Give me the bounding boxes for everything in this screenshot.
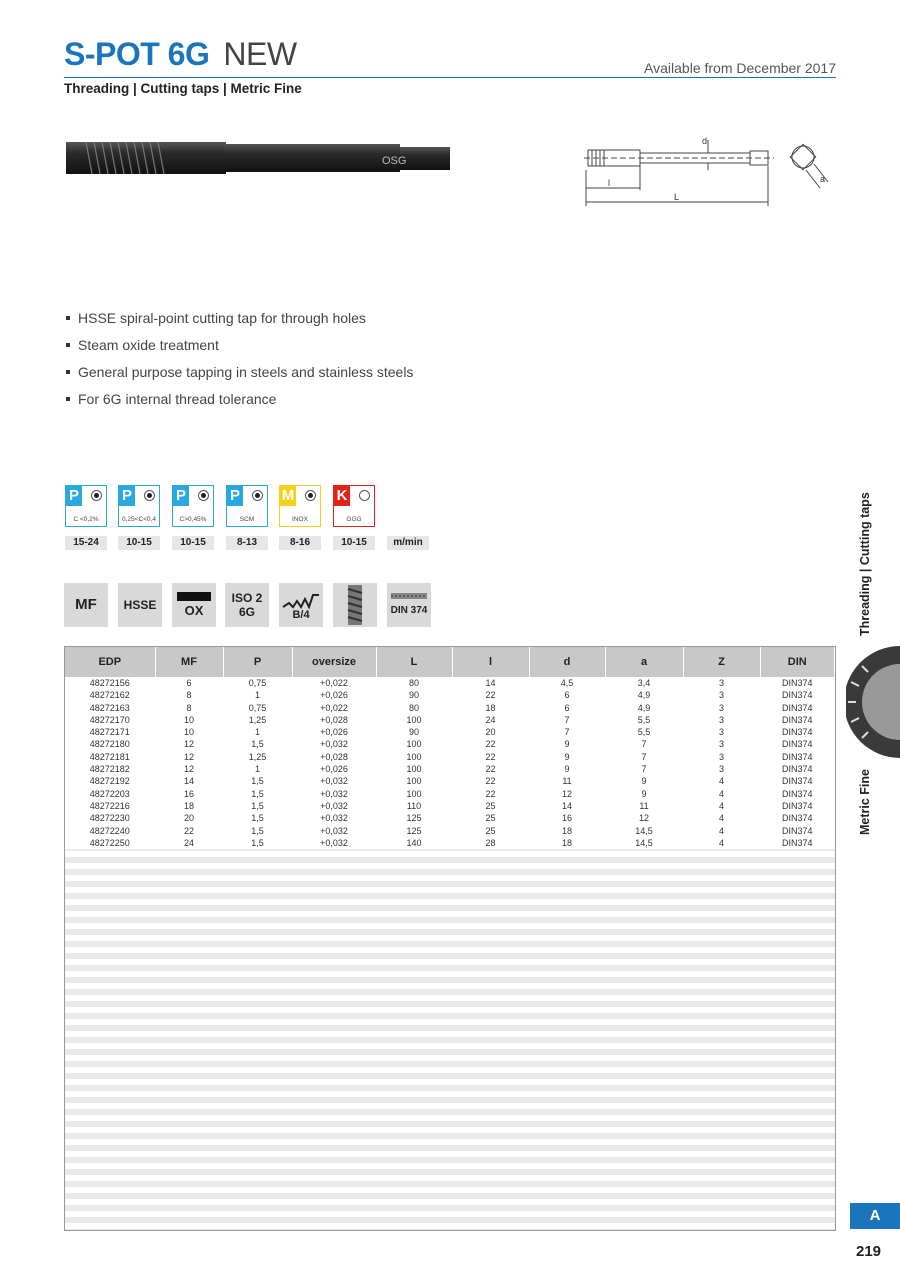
table-cell: 24 (452, 714, 529, 726)
table-cell: +0,032 (292, 800, 376, 812)
table-cell: 9 (605, 788, 683, 800)
table-cell: 12 (155, 751, 223, 763)
table-cell: 3 (683, 738, 760, 750)
table-cell: 4 (683, 800, 760, 812)
list-item: Steam oxide treatment (64, 335, 413, 362)
column-header: Z (683, 647, 760, 677)
chamfer-label: B/4 (292, 609, 310, 621)
table-cell: 7 (529, 714, 605, 726)
table-cell: 6 (529, 689, 605, 701)
filled-circle-icon (91, 490, 102, 501)
table-cell: 22 (452, 775, 529, 787)
cutting-speed: 15-24 (65, 536, 107, 550)
tap-tool-image (64, 136, 452, 180)
table-cell: DIN374 (760, 702, 835, 714)
table-header-row (65, 647, 835, 677)
table-cell: 16 (155, 788, 223, 800)
table-cell: DIN374 (760, 800, 835, 812)
table-cell: 18 (452, 702, 529, 714)
column-header: P (223, 647, 292, 677)
table-cell: 6 (529, 702, 605, 714)
column-header: oversize (292, 647, 376, 677)
table-cell: DIN374 (760, 788, 835, 800)
table-cell: 7 (605, 763, 683, 775)
column-header: EDP (65, 647, 155, 677)
table-cell: 1 (223, 763, 292, 775)
table-cell: 140 (376, 837, 452, 849)
table-row (65, 788, 835, 800)
table-cell: 4,5 (529, 677, 605, 689)
table-cell: DIN374 (760, 751, 835, 763)
din-norm-icon (387, 583, 431, 627)
material-p-2 (118, 485, 160, 527)
table-cell: 80 (376, 702, 452, 714)
table-cell: 1,25 (223, 714, 292, 726)
table-cell: 3 (683, 702, 760, 714)
column-header: a (605, 647, 683, 677)
column-header: d (529, 647, 605, 677)
table-row (65, 738, 835, 750)
section-tab-a[interactable]: A (850, 1203, 900, 1229)
table-cell: 7 (605, 751, 683, 763)
spiral-point-icon (333, 583, 377, 627)
product-name: S-POT 6G (64, 36, 210, 72)
table-cell: 25 (452, 800, 529, 812)
table-cell: 14 (529, 800, 605, 812)
table-cell: 90 (376, 689, 452, 701)
column-header: DIN (760, 647, 835, 677)
table-cell: 48272216 (65, 800, 155, 812)
table-cell: DIN374 (760, 726, 835, 738)
table-cell: 3 (683, 689, 760, 701)
table-cell: +0,026 (292, 726, 376, 738)
table-cell: 6 (155, 677, 223, 689)
tolerance-icon (225, 583, 269, 627)
table-cell: +0,032 (292, 825, 376, 837)
table-cell: 48272170 (65, 714, 155, 726)
title-divider (64, 77, 836, 78)
table-row (65, 677, 835, 689)
table-cell: 0,75 (223, 677, 292, 689)
table-cell: 18 (529, 825, 605, 837)
table-row (65, 763, 835, 775)
table-cell: +0,022 (292, 677, 376, 689)
table-row (65, 800, 835, 812)
table-cell: 5,5 (605, 726, 683, 738)
table-cell: 48272203 (65, 788, 155, 800)
table-cell: 4,9 (605, 702, 683, 714)
table-cell: 14 (452, 677, 529, 689)
din-label: DIN 374 (390, 605, 428, 616)
dim-label-d: d (702, 136, 708, 146)
cutting-speed: 8-16 (279, 536, 321, 550)
table-cell: 100 (376, 714, 452, 726)
table-cell: 22 (155, 825, 223, 837)
metric-fine-icon: MF (64, 583, 108, 627)
material-letter: M (281, 487, 295, 504)
chamfer-form-icon (279, 583, 323, 627)
material-p-4 (226, 485, 268, 527)
breadcrumb: Threading | Cutting taps | Metric Fine (64, 81, 302, 96)
list-item: For 6G internal thread tolerance (64, 389, 413, 416)
availability-note: Available from December 2017 (644, 60, 836, 76)
table-row (65, 775, 835, 787)
filled-circle-icon (144, 490, 155, 501)
table-cell: 18 (155, 800, 223, 812)
material-letter: K (334, 486, 350, 506)
table-row (65, 812, 835, 824)
cutting-speed: 10-15 (333, 536, 375, 550)
table-cell: 9 (529, 738, 605, 750)
material-label: C>0,45% (179, 516, 207, 523)
filled-circle-icon (252, 490, 263, 501)
table-cell: 48272181 (65, 751, 155, 763)
material-label: C <0,2% (73, 516, 99, 523)
dim-label-l: l (608, 178, 610, 188)
table-cell: 12 (529, 788, 605, 800)
thread-icon (345, 585, 365, 625)
table-cell: 4 (683, 788, 760, 800)
oxide-coating-icon (172, 583, 216, 627)
table-cell: +0,026 (292, 689, 376, 701)
tolerance-class: 6G (238, 605, 255, 619)
table-cell: 9 (529, 751, 605, 763)
table-body (65, 677, 835, 849)
table-cell: 3 (683, 763, 760, 775)
table-cell: 90 (376, 726, 452, 738)
cutting-speed: 10-15 (118, 536, 160, 550)
material-letter: P (173, 486, 189, 506)
material-label: GGG (346, 516, 362, 523)
table-cell: 48272240 (65, 825, 155, 837)
material-letter: P (227, 486, 243, 506)
table-cell: 48272250 (65, 837, 155, 849)
table-cell: +0,028 (292, 751, 376, 763)
table-cell: 48272182 (65, 763, 155, 775)
table-cell: +0,022 (292, 702, 376, 714)
table-cell: 1,5 (223, 837, 292, 849)
page-number: 219 (856, 1243, 882, 1260)
table-cell: 125 (376, 812, 452, 824)
table-cell: 48272156 (65, 677, 155, 689)
table-cell: 11 (529, 775, 605, 787)
new-badge: NEW (223, 36, 297, 72)
table-cell: 100 (376, 763, 452, 775)
table-cell: DIN374 (760, 812, 835, 824)
section-label: Threading | Cutting taps (858, 492, 872, 636)
table-cell: +0,032 (292, 812, 376, 824)
table-cell: 22 (452, 689, 529, 701)
table-cell: DIN374 (760, 775, 835, 787)
table-cell: +0,032 (292, 738, 376, 750)
table-cell: DIN374 (760, 714, 835, 726)
table-cell: 1,5 (223, 788, 292, 800)
table-cell: 12 (155, 738, 223, 750)
list-item: General purpose tapping in steels and stainless steels (64, 362, 413, 389)
table-cell: 8 (155, 689, 223, 701)
cutting-speed: 8-13 (226, 536, 268, 550)
table-cell: 3 (683, 677, 760, 689)
column-header: MF (155, 647, 223, 677)
table-cell: +0,032 (292, 837, 376, 849)
table-cell: 100 (376, 751, 452, 763)
table-cell: 48272192 (65, 775, 155, 787)
page-title (64, 36, 297, 73)
table-cell: 4 (683, 775, 760, 787)
filled-circle-icon (198, 490, 209, 501)
table-cell: 125 (376, 825, 452, 837)
table-cell: 4 (683, 825, 760, 837)
table-cell: 22 (452, 763, 529, 775)
table-cell: 1,5 (223, 775, 292, 787)
table-cell: 100 (376, 788, 452, 800)
table-cell: 48272171 (65, 726, 155, 738)
table-cell: 20 (452, 726, 529, 738)
table-cell: 14 (155, 775, 223, 787)
table-cell: 10 (155, 726, 223, 738)
table-row (65, 714, 835, 726)
table-cell: 22 (452, 738, 529, 750)
table-cell: 10 (155, 714, 223, 726)
dim-label-L: L (674, 192, 680, 202)
list-item: HSSE spiral-point cutting tap for through holes (64, 308, 413, 335)
table-row (65, 825, 835, 837)
table-cell: 1 (223, 726, 292, 738)
material-p-1 (65, 485, 107, 527)
table-cell: 100 (376, 738, 452, 750)
table-cell: 22 (452, 751, 529, 763)
table-cell: 3 (683, 714, 760, 726)
table-cell: 1 (223, 689, 292, 701)
table-cell: DIN374 (760, 837, 835, 849)
filled-circle-icon (305, 490, 316, 501)
thread-cutter-graphic (846, 646, 900, 758)
table-cell: 8 (155, 702, 223, 714)
table-cell: +0,032 (292, 775, 376, 787)
table-cell: 9 (605, 775, 683, 787)
table-cell: 28 (452, 837, 529, 849)
table-row (65, 702, 835, 714)
table-cell: 80 (376, 677, 452, 689)
table-cell: 16 (529, 812, 605, 824)
table-cell: DIN374 (760, 763, 835, 775)
table-cell: 3 (683, 726, 760, 738)
material-label: 0,25<C<0,4 (122, 516, 156, 523)
table-cell: 48272163 (65, 702, 155, 714)
table-cell: 12 (605, 812, 683, 824)
table-cell: 48272162 (65, 689, 155, 701)
table-cell: 18 (529, 837, 605, 849)
table-cell: +0,032 (292, 788, 376, 800)
table-cell: 20 (155, 812, 223, 824)
table-cell: 25 (452, 812, 529, 824)
table-cell: 7 (605, 738, 683, 750)
table-cell: 3 (683, 751, 760, 763)
table-cell: 14,5 (605, 837, 683, 849)
table-row (65, 726, 835, 738)
table-cell: 110 (376, 800, 452, 812)
din-profile-icon (389, 589, 429, 603)
table-cell: 100 (376, 775, 452, 787)
material-label: SCM (239, 516, 255, 523)
table-cell: 1,5 (223, 825, 292, 837)
chamfer-profile-icon (281, 589, 321, 609)
table-cell: 24 (155, 837, 223, 849)
table-cell: +0,026 (292, 763, 376, 775)
tap-dimension-drawing (578, 130, 840, 210)
table-cell: 4,9 (605, 689, 683, 701)
speed-unit: m/min (387, 536, 429, 550)
table-cell: 0,75 (223, 702, 292, 714)
table-cell: 48272180 (65, 738, 155, 750)
table-cell: DIN374 (760, 677, 835, 689)
table-cell: 14,5 (605, 825, 683, 837)
table-cell: 1,25 (223, 751, 292, 763)
material-label: INOX (292, 516, 308, 523)
column-header: l (452, 647, 529, 677)
table-cell: 1,5 (223, 800, 292, 812)
table-cell: 7 (529, 726, 605, 738)
empty-circle-icon (359, 490, 370, 501)
table-cell: 9 (529, 763, 605, 775)
material-m (279, 485, 321, 527)
table-cell: DIN374 (760, 825, 835, 837)
table-cell: 48272230 (65, 812, 155, 824)
table-cell: 3,4 (605, 677, 683, 689)
table-cell: 12 (155, 763, 223, 775)
table-row (65, 837, 835, 849)
material-letter: P (66, 486, 82, 506)
hsse-material-icon: HSSE (118, 583, 162, 627)
table-row (65, 689, 835, 701)
coating-label: OX (184, 603, 204, 618)
table-cell: DIN374 (760, 689, 835, 701)
table-cell: 5,5 (605, 714, 683, 726)
table-cell: 22 (452, 788, 529, 800)
table-cell: 1,5 (223, 738, 292, 750)
dim-label-a: a (820, 174, 826, 184)
table-cell: 4 (683, 837, 760, 849)
material-letter: P (119, 486, 135, 506)
feature-list (64, 308, 413, 416)
table-cell: DIN374 (760, 738, 835, 750)
cutting-speed: 10-15 (172, 536, 214, 550)
tolerance-standard: ISO 2 (231, 591, 263, 605)
table-cell: 25 (452, 825, 529, 837)
subsection-label: Metric Fine (858, 769, 872, 835)
column-header: L (376, 647, 452, 677)
material-p-3 (172, 485, 214, 527)
material-k (333, 485, 375, 527)
table-cell: 11 (605, 800, 683, 812)
table-cell: +0,028 (292, 714, 376, 726)
table-cell: 1,5 (223, 812, 292, 824)
table-cell: 4 (683, 812, 760, 824)
table-row (65, 751, 835, 763)
product-table (64, 646, 836, 1231)
svg-text:OSG: OSG (382, 155, 407, 167)
